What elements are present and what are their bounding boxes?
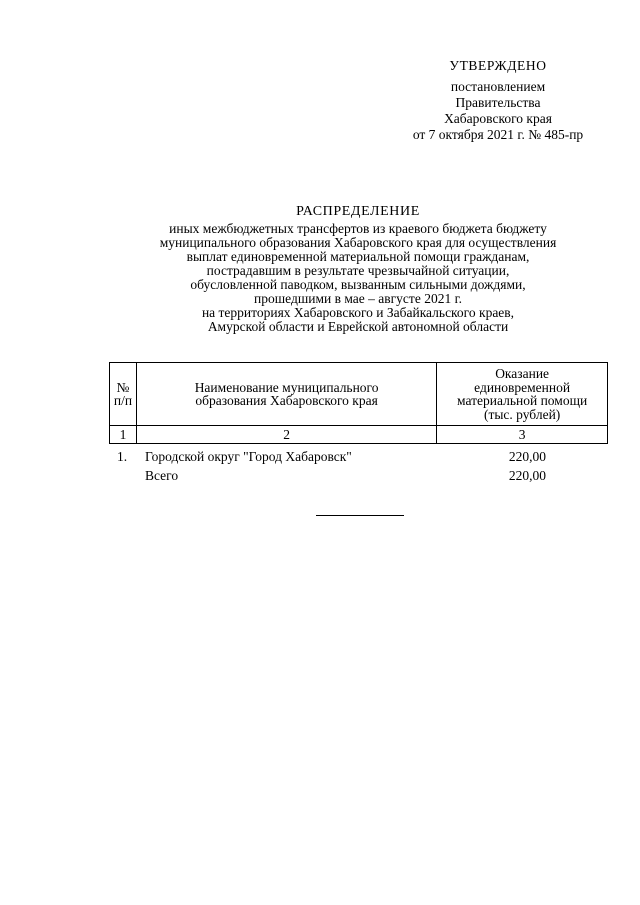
end-divider	[316, 515, 404, 516]
header-name: Наименование муниципального образования Хабаровского края	[136, 363, 436, 426]
heading-line: муниципального образования Хабаровского края для осуществления	[159, 235, 557, 250]
approval-date-line: от 7 октября 2021 г. № 485-пр	[412, 127, 584, 142]
header-amount: Оказание единовременной материальной помощи (тыс. рублей)	[437, 363, 608, 426]
approval-line: постановлением	[450, 79, 546, 94]
heading-line: выплат единовременной материальной помощи гражданам,	[186, 249, 530, 264]
distribution-table-header	[109, 362, 608, 444]
distribution-table-body	[109, 449, 608, 487]
row-number: 1.	[117, 449, 128, 464]
header-num: № п/п	[110, 363, 137, 426]
approval-title: УТВЕРЖДЕНО	[449, 58, 547, 73]
document-title: РАСПРЕДЕЛЕНИЕ	[296, 204, 420, 219]
heading-line: Амурской области и Еврейской автономной области	[207, 319, 509, 334]
heading-line: иных межбюджетных трансфертов из краевого бюджета бюджету	[169, 221, 547, 236]
total-amount: 220,00	[508, 468, 546, 483]
total-row	[109, 468, 608, 487]
column-number-row	[110, 426, 608, 444]
column-number: 3	[437, 426, 608, 444]
column-number: 2	[136, 426, 436, 444]
total-label: Всего	[145, 468, 179, 483]
heading-line: пострадавшим в результате чрезвычайной ситуации,	[206, 263, 510, 278]
table-row	[109, 449, 608, 468]
table-header-row	[110, 363, 608, 426]
approval-line: Правительства	[455, 95, 541, 110]
approval-stamp	[390, 58, 606, 143]
heading-line: обусловленной паводком, вызванным сильными дождями,	[190, 277, 526, 292]
row-name: Городской округ "Город Хабаровск"	[145, 449, 352, 464]
approval-line: Хабаровского края	[444, 111, 552, 126]
document-heading	[120, 205, 596, 334]
column-number: 1	[110, 426, 137, 444]
heading-line: на территориях Хабаровского и Забайкальского краев,	[201, 305, 515, 320]
heading-line: прошедшими в мае – августе 2021 г.	[254, 291, 462, 306]
row-amount: 220,00	[508, 449, 546, 464]
